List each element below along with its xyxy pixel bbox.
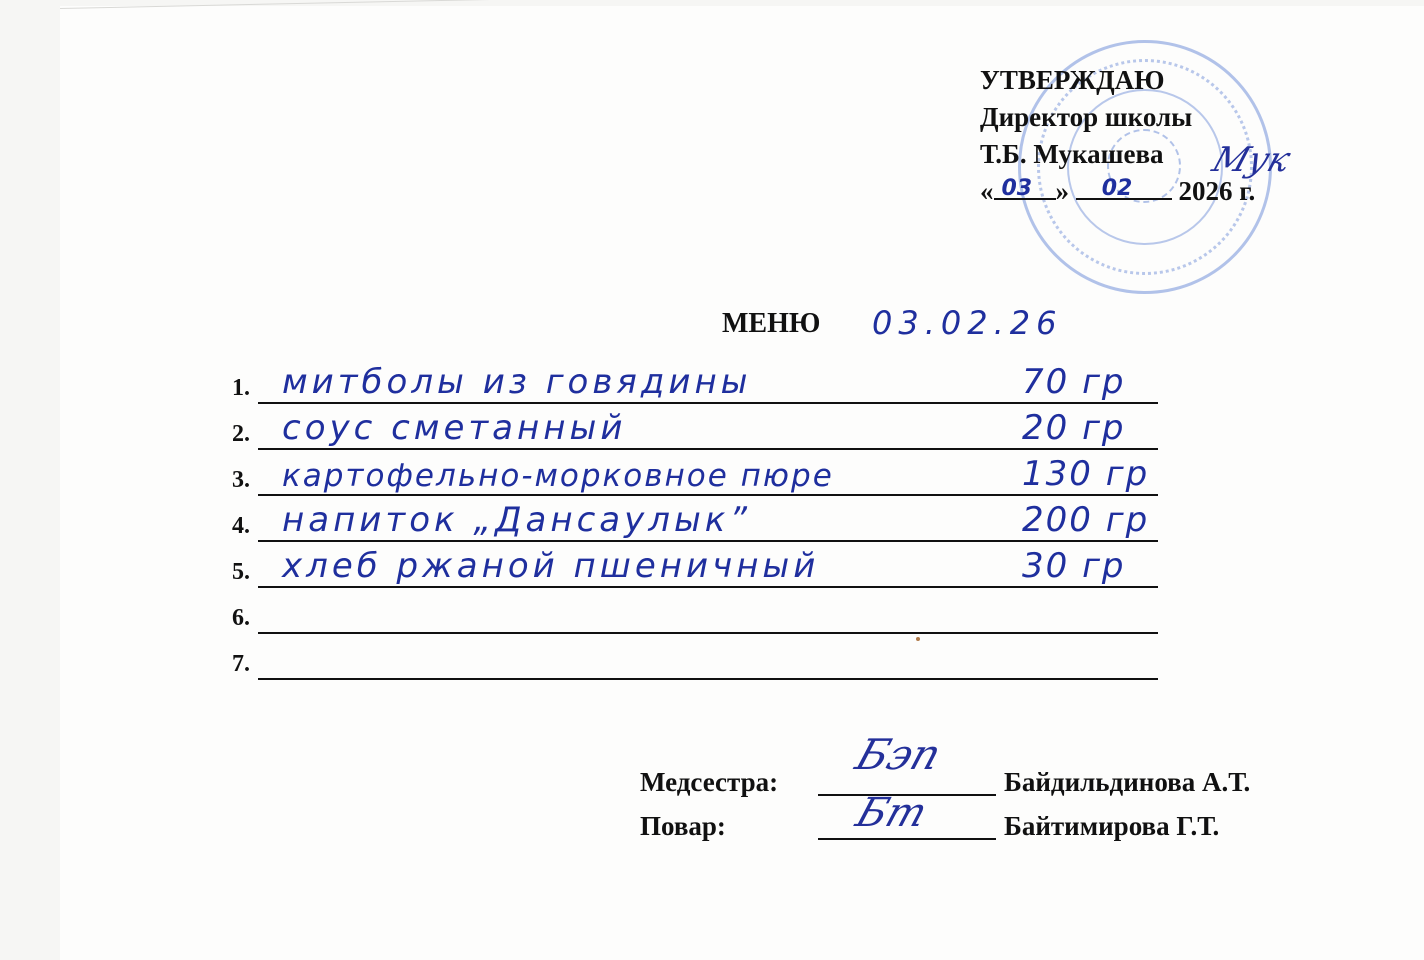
menu-row-dish: напиток „Дансаулык”	[282, 500, 751, 540]
menu-row-number: 3.	[232, 467, 250, 493]
menu-row-dish: митболы из говядины	[282, 362, 752, 402]
menu-row-number: 4.	[232, 513, 250, 539]
menu-row-number: 7.	[232, 651, 250, 677]
paper-speck	[916, 637, 920, 641]
cook-role-label: Повар:	[640, 811, 726, 841]
menu-row-number: 1.	[232, 375, 250, 401]
menu-row-number: 6.	[232, 605, 250, 631]
menu-row	[232, 542, 1158, 588]
signature-block	[640, 760, 1320, 848]
menu-row-quantity: 200 гр	[1022, 500, 1150, 540]
date-month-handwritten: 02	[1101, 176, 1133, 201]
menu-date-handwritten: 03.02.26	[872, 304, 1063, 342]
nurse-name: Байдильдинова А.Т.	[1004, 767, 1251, 797]
date-open-quote: «	[980, 176, 994, 206]
date-year: 2026 г.	[1178, 176, 1256, 206]
approval-position: Директор школы	[980, 102, 1193, 132]
menu-row	[232, 450, 1158, 496]
menu-title: МЕНЮ	[722, 308, 821, 339]
approval-heading: УТВЕРЖДАЮ	[980, 65, 1165, 95]
date-mid-quote: »	[1055, 176, 1069, 206]
menu-row-line	[258, 678, 1158, 680]
menu-row-dish: картофельно-морковное пюре	[282, 458, 834, 494]
menu-row	[232, 404, 1158, 450]
director-signature: Мук	[1207, 140, 1296, 180]
cook-name: Байтимирова Г.Т.	[1004, 811, 1220, 841]
menu-row	[232, 496, 1158, 542]
menu-row-dish: хлеб ржаной пшеничный	[282, 546, 820, 586]
cook-signature-line	[818, 838, 996, 840]
nurse-signature: Бэп	[850, 730, 948, 779]
cook-signature-row	[640, 804, 1320, 848]
menu-row	[232, 634, 1158, 680]
menu-list	[232, 358, 1158, 680]
date-month-blank	[1076, 174, 1172, 200]
approval-block	[980, 62, 1255, 210]
menu-row-quantity: 70 гр	[1022, 362, 1126, 402]
menu-row-quantity: 130 гр	[1022, 454, 1150, 494]
date-day-blank	[994, 174, 1056, 200]
date-day-handwritten: 03	[1001, 176, 1033, 201]
cook-signature: Бт	[850, 790, 933, 836]
menu-row	[232, 588, 1158, 634]
menu-row-number: 5.	[232, 559, 250, 585]
menu-row-number: 2.	[232, 421, 250, 447]
menu-row-quantity: 20 гр	[1022, 408, 1126, 448]
menu-row	[232, 358, 1158, 404]
menu-row-quantity: 30 гр	[1022, 546, 1126, 586]
nurse-role-label: Медсестра:	[640, 767, 779, 797]
approval-director-name: Т.Б. Мукашева	[980, 139, 1164, 169]
nurse-signature-row	[640, 760, 1320, 804]
menu-row-dish: соус сметанный	[282, 408, 627, 448]
